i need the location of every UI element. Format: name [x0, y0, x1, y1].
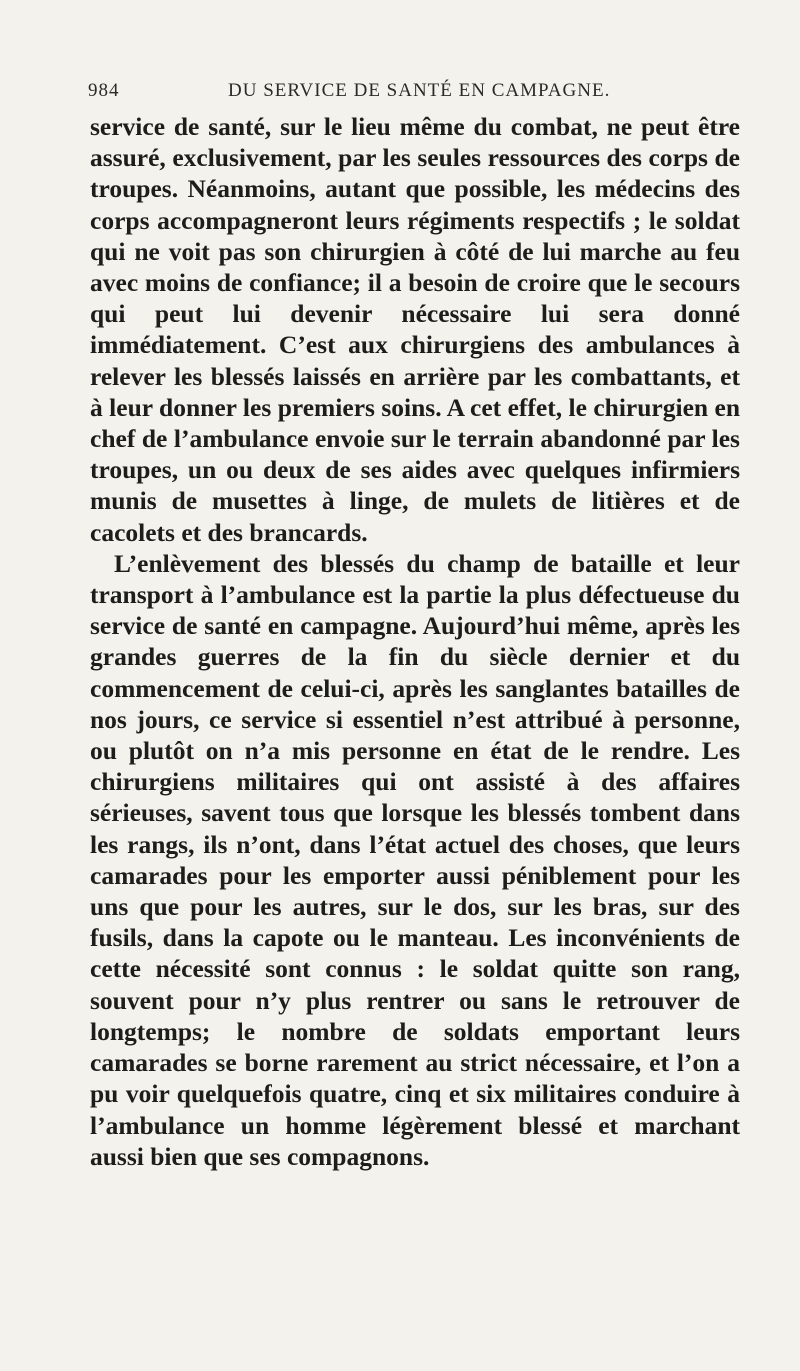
running-head-title: DU SERVICE DE SANTÉ EN CAMPAGNE. — [228, 80, 611, 101]
body-text — [90, 111, 740, 1172]
paragraph-2: L’enlèvement des blessés du champ de bataille et leur transport à l’ambulance est la partie la plus défectueuse du service de santé en campagne. Aujourd’hui même, après les grandes guerres de la fin du siècle dernier et du commencement de celui-ci, après les sanglantes batailles de nos jours, ce service si essentiel n’est attribué à personne, ou plutôt on n’a mis personne en état de le rendre. Les chirurgiens militaires qui ont assisté à des affaires sérieuses, savent tous que lorsque les blessés tombent dans les rangs, ils n’ont, dans l’état actuel des choses, que leurs camarades pour les emporter aussi péniblement pour les uns que pour les autres, sur le dos, sur les bras, sur des fusils, dans la capote ou le manteau. Les inconvénients de cette nécessité sont connus : le soldat quitte son rang, souvent pour n’y plus rentrer ou sans le retrouver de longtemps; le nombre de soldats emportant leurs camarades se borne rarement au strict nécessaire, et l’on a pu voir quelquefois quatre, cinq et six militaires conduire à l’ambulance un homme légèrement blessé et marchant aussi bien que ses compagnons. — [90, 548, 740, 1171]
page-number: 984 — [88, 80, 120, 101]
paragraph-1: service de santé, sur le lieu même du combat, ne peut être assuré, exclusivement, par les seules ressources des corps de troupes. Néanmoins, autant que possible, les médecins des corps accompagneront leurs régiments respectifs ; le soldat qui ne voit pas son chirurgien à côté de lui marche au feu avec moins de confiance; il a besoin de croire que le secours qui peut lui devenir nécessaire lui sera donné immédiatement. C’est aux chirurgiens des ambulances à relever les blessés laissés en arrière par les combattants, et à leur donner les premiers soins. A cet effet, le chirurgien en chef de l’ambulance envoie sur le terrain abandonné par les troupes, un ou deux de ses aides avec quelques infirmiers munis de musettes à linge, de mulets de litières et de cacolets et des brancards. — [90, 112, 740, 547]
running-head — [88, 80, 748, 110]
